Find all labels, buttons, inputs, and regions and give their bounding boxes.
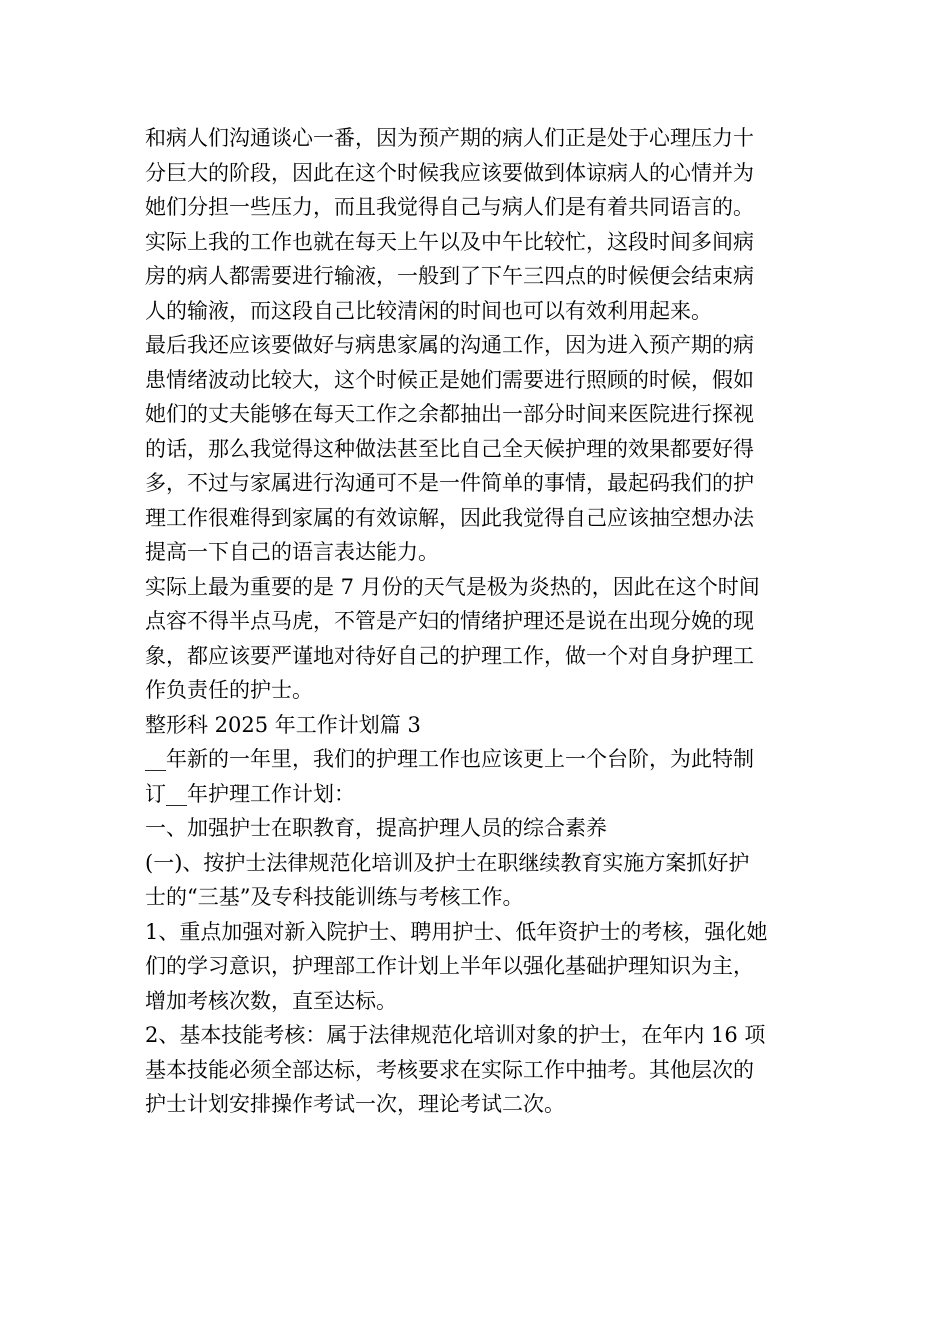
text-line: 和病人们沟通谈心一番，因为预产期的病人们正是处于心理压力十	[145, 126, 754, 150]
subsection-heading	[145, 811, 810, 846]
text-line: (一)、按护士法律规范化培训及护士在职继续教育实施方案抓好护	[145, 850, 750, 875]
text-line: 增加考核次数，直至达标。	[145, 988, 397, 1013]
document-page	[145, 121, 810, 1122]
text-line: 1、重点加强对新入院护士、聘用护士、低年资护士的考核，强化她	[145, 919, 768, 944]
text-line: 实际上最为重要的是 7 月份的天气是极为炎热的，因此在这个时间	[145, 574, 760, 599]
paragraph-1	[145, 121, 810, 225]
text-line: 象，都应该要严谨地对待好自己的护理工作，做一个对自身护理工	[145, 643, 754, 668]
text-line: 实际上我的工作也就在每天上午以及中午比较忙，这段时间多间病	[145, 229, 754, 254]
text-line: 房的病人都需要进行输液，一般到了下午三四点的时候便会结束病	[145, 264, 754, 288]
text-line: 作负责任的护士。	[145, 678, 313, 702]
text-line: 们的学习意识，护理部工作计划上半年以强化基础护理知识为主，	[145, 954, 754, 978]
paragraph-5	[145, 742, 810, 811]
paragraph-4	[145, 570, 810, 708]
text-line: 分巨大的阶段，因此在这个时候我应该要做到体谅病人的心情并为	[145, 160, 754, 185]
text-line: 提高一下自己的语言表达能力。	[145, 540, 439, 564]
heading-line: 整形科 2025 年工作计划篇 3	[145, 712, 421, 737]
paragraph-2	[145, 225, 810, 329]
list-item-2	[145, 1018, 810, 1122]
text-line: 人的输液，而这段自己比较清闲的时间也可以有效利用起来。	[145, 298, 712, 323]
text-line: 理工作很难得到家属的有效谅解，因此我觉得自己应该抽空想办法	[145, 505, 754, 530]
paragraph-6	[145, 846, 810, 915]
text-line: 患情绪波动比较大，这个时候正是她们需要进行照顾的时候，假如	[145, 367, 754, 392]
text-line: 订__年护理工作计划：	[145, 781, 355, 806]
text-line: 点容不得半点马虎，不管是产妇的情绪护理还是说在出现分娩的现	[145, 609, 754, 633]
list-item-1	[145, 915, 810, 1019]
text-line: 多，不过与家属进行沟通可不是一件简单的事情，最起码我们的护	[145, 471, 754, 495]
text-line: 的话，那么我觉得这种做法甚至比自己全天候护理的效果都要好得	[145, 436, 754, 461]
text-line: 她们分担一些压力，而且我觉得自己与病人们是有着共同语言的。	[145, 195, 754, 219]
text-line: 2、基本技能考核：属于法律规范化培训对象的护士，在年内 16 项	[145, 1023, 766, 1047]
heading-line: 一、加强护士在职教育，提高护理人员的综合素养	[145, 816, 607, 840]
paragraph-3	[145, 328, 810, 570]
text-line: __年新的一年里，我们的护理工作也应该更上一个台阶，为此特制	[145, 747, 754, 771]
text-line: 最后我还应该要做好与病患家属的沟通工作，因为进入预产期的病	[145, 333, 754, 357]
text-line: 士的“三基”及专科技能训练与考核工作。	[145, 885, 524, 909]
text-line: 基本技能必须全部达标，考核要求在实际工作中抽考。其他层次的	[145, 1057, 754, 1082]
section-heading	[145, 708, 810, 743]
text-line: 护士计划安排操作考试一次，理论考试二次。	[145, 1092, 565, 1116]
text-line: 她们的丈夫能够在每天工作之余都抽出一部分时间来医院进行探视	[145, 402, 754, 426]
